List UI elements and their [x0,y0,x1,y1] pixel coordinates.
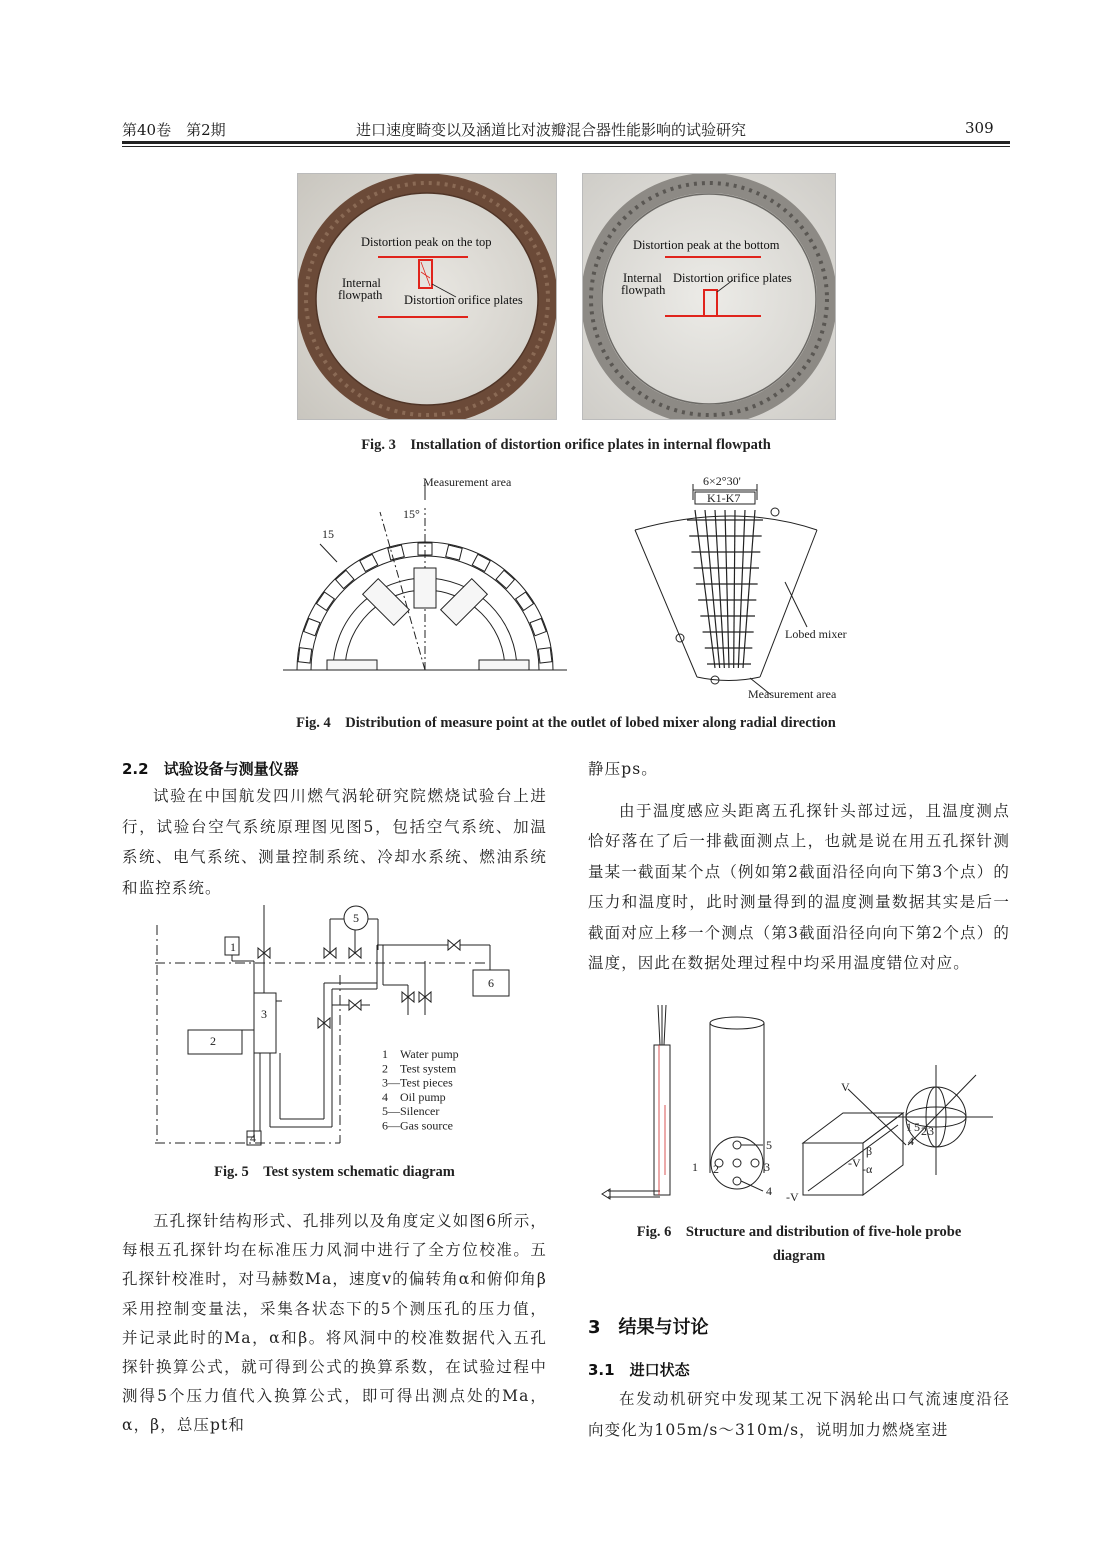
measurement-box [298,648,312,663]
valve-icon [448,940,460,950]
fig5-caption: Fig. 5 Test system schematic diagram [214,1164,455,1180]
fig6-probe-4: 4 [908,1134,914,1148]
fig4-right-drawing [625,472,860,700]
fig3-left-internal-label-1: Internal [342,276,381,290]
fig5-box-2: 2 [210,1034,216,1048]
fig3-left-internal-label-2: flowpath [338,288,383,302]
fig3-left-photo [297,173,557,420]
fig6-drawing [598,1005,1008,1205]
measurement-box [538,648,552,663]
fig6-hole-2: 2 [713,1162,719,1176]
fig3-right-internal-label-1: Internal [623,271,662,285]
fig4-left-drawing [275,472,575,677]
valve-icon [349,1000,361,1010]
fig6-probe-3: 3 [928,1124,934,1138]
fig4-left-size-label: 15 [322,527,334,541]
section-3-1-paragraph: 在发动机研究中发现某工况下涡轮出口气流速度沿径向变化为105m/s～310m/s，说明加力燃烧室进 [588,1390,1010,1439]
fig6-hole-4: 4 [766,1184,772,1198]
header-volume: 第40卷 第2期 [122,121,226,139]
measurement-box [388,545,404,560]
fig6-hole-5: 5 [766,1138,772,1152]
fig5-schematic [150,905,530,1155]
right-column-paragraph: 由于温度感应头距离五孔探针头部过远，且温度测点恰好落在了后一排截面测点上，也就是说在用五孔探针测量某一截面某个点（例如第2截面沿径向向下第3个点）的压力和温度时，此时测量得到的温度测量数据其实是后一截面对应上移一个测点（第3截面沿径向向下第2个点）的温度，因此在数据处理过程中均采用温度错位对应。 [588,802,1010,973]
fig6-hole-3: 3 [764,1160,770,1174]
measurement-box [472,554,490,571]
fig3-caption: Fig. 3 Installation of distortion orifice plates in internal flowpath [361,437,771,453]
fig6-probe-2: 2 [921,1124,927,1138]
fig6-vector-v: V [841,1080,850,1094]
fig5-legend-item: 5—Silencer [382,1104,440,1119]
fig6-vector-neg-v2: -V [848,1156,861,1170]
header-page-number: 309 [965,119,994,137]
fig4-right-lobed-mixer-label: Lobed mixer [785,627,847,641]
fig5-legend-item: 1 Water pump [382,1047,459,1061]
grid-radial-line [725,510,729,668]
measurement-box [317,592,335,610]
fig6-beta: β [866,1144,873,1158]
grid-radial-line [743,510,755,668]
section-2-2-paragraph: 试验在中国航发四川燃气涡轮研究院燃烧试验台上进行，试验台空气系统原理图见图5，包括空气系统、加温系统、电气系统、测量控制系统、冷却水系统、燃油系统和监控系统。 [122,787,547,897]
fig5-box-4: 4 [250,1131,256,1145]
left-column-paragraph: 五孔探针结构形式、孔排列以及角度定义如图6所示，每根五孔探针均在标准压力风洞中进行了全方位校准。五孔探针校准时，对马赫数Ma，速度v的偏转角α和俯仰角β采用控制变量法，采集各状态下的5个测压孔的压力值，并记录此时的Ma，α和β。将风洞中的校准数据代入五孔探针换算公式，就可得到公式的换算系数，在试验过程中测得5个压力值代入换算公式，即可得出测点处的Ma，α，β，总压pt和 [122,1212,547,1435]
fig3-left-orifice-label: Distortion orifice plates [404,293,523,307]
fig5-legend-item: 2 Test system [382,1061,457,1076]
fig4-right-range-label: K1-K7 [707,491,741,505]
header-rule-thin [122,146,1010,147]
section-2-2-heading: 2.2 试验设备与测量仪器 [122,760,299,778]
fig3-right-orifice-label: Distortion orifice plates [673,271,792,285]
fig5-box-5: 5 [353,911,359,925]
fig5-legend-item: 3—Test pieces [382,1075,453,1090]
fig6-probe-5: 5 [914,1120,920,1134]
fig4-right-measurement-label: Measurement area [748,687,837,700]
fig6-caption-line1: Fig. 6 Structure and distribution of five-hole probe [636,1224,962,1240]
fig3-right-peak-label: Distortion peak at the bottom [633,238,780,252]
fig5-legend-item: 6—Gas source [382,1118,453,1133]
measurement-box [496,570,514,588]
measurement-box [336,570,354,588]
right-column-line0: 静压ps。 [588,760,658,778]
fig3-right-internal-label-2: flowpath [621,283,666,297]
fig3-left-peak-label: Distortion peak on the top [361,235,492,249]
section-3-1-heading: 3.1 进口状态 [588,1361,690,1379]
fig5-box-1: 1 [230,940,236,954]
fig4-right-angle-label: 6×2°30' [703,474,741,488]
measurement-box [360,554,378,571]
grid-radial-line [734,510,735,668]
fig6-probe-1: 1 [906,1120,912,1134]
fig4-left-angle-label: 15° [403,507,420,521]
fig5-box-3: 3 [261,1007,267,1021]
header-title: 进口速度畸变以及涵道比对波瓣混合器性能影响的试验研究 [356,121,747,139]
header-rule-thick [122,141,1010,144]
grid-radial-line [715,510,724,668]
fig6-vector-neg-v: -V [786,1190,799,1204]
section-3-heading: 3 结果与讨论 [588,1317,709,1338]
fig6-caption-line2: diagram [772,1248,826,1264]
fig6-hole-1: 1 [692,1160,698,1174]
fig5-box-6: 6 [488,976,494,990]
grid-radial-line [738,510,745,668]
fig4-left-measurement-label: Measurement area [423,475,512,489]
measurement-box [446,545,462,560]
measurement-box [516,592,534,610]
fig6-neg-alpha: -α [862,1162,873,1176]
fig4-caption: Fig. 4 Distribution of measure point at the outlet of lobed mixer along radial direction [296,715,836,731]
fig5-legend-item: 4 Oil pump [382,1089,446,1104]
fig3-right-photo [582,173,836,420]
